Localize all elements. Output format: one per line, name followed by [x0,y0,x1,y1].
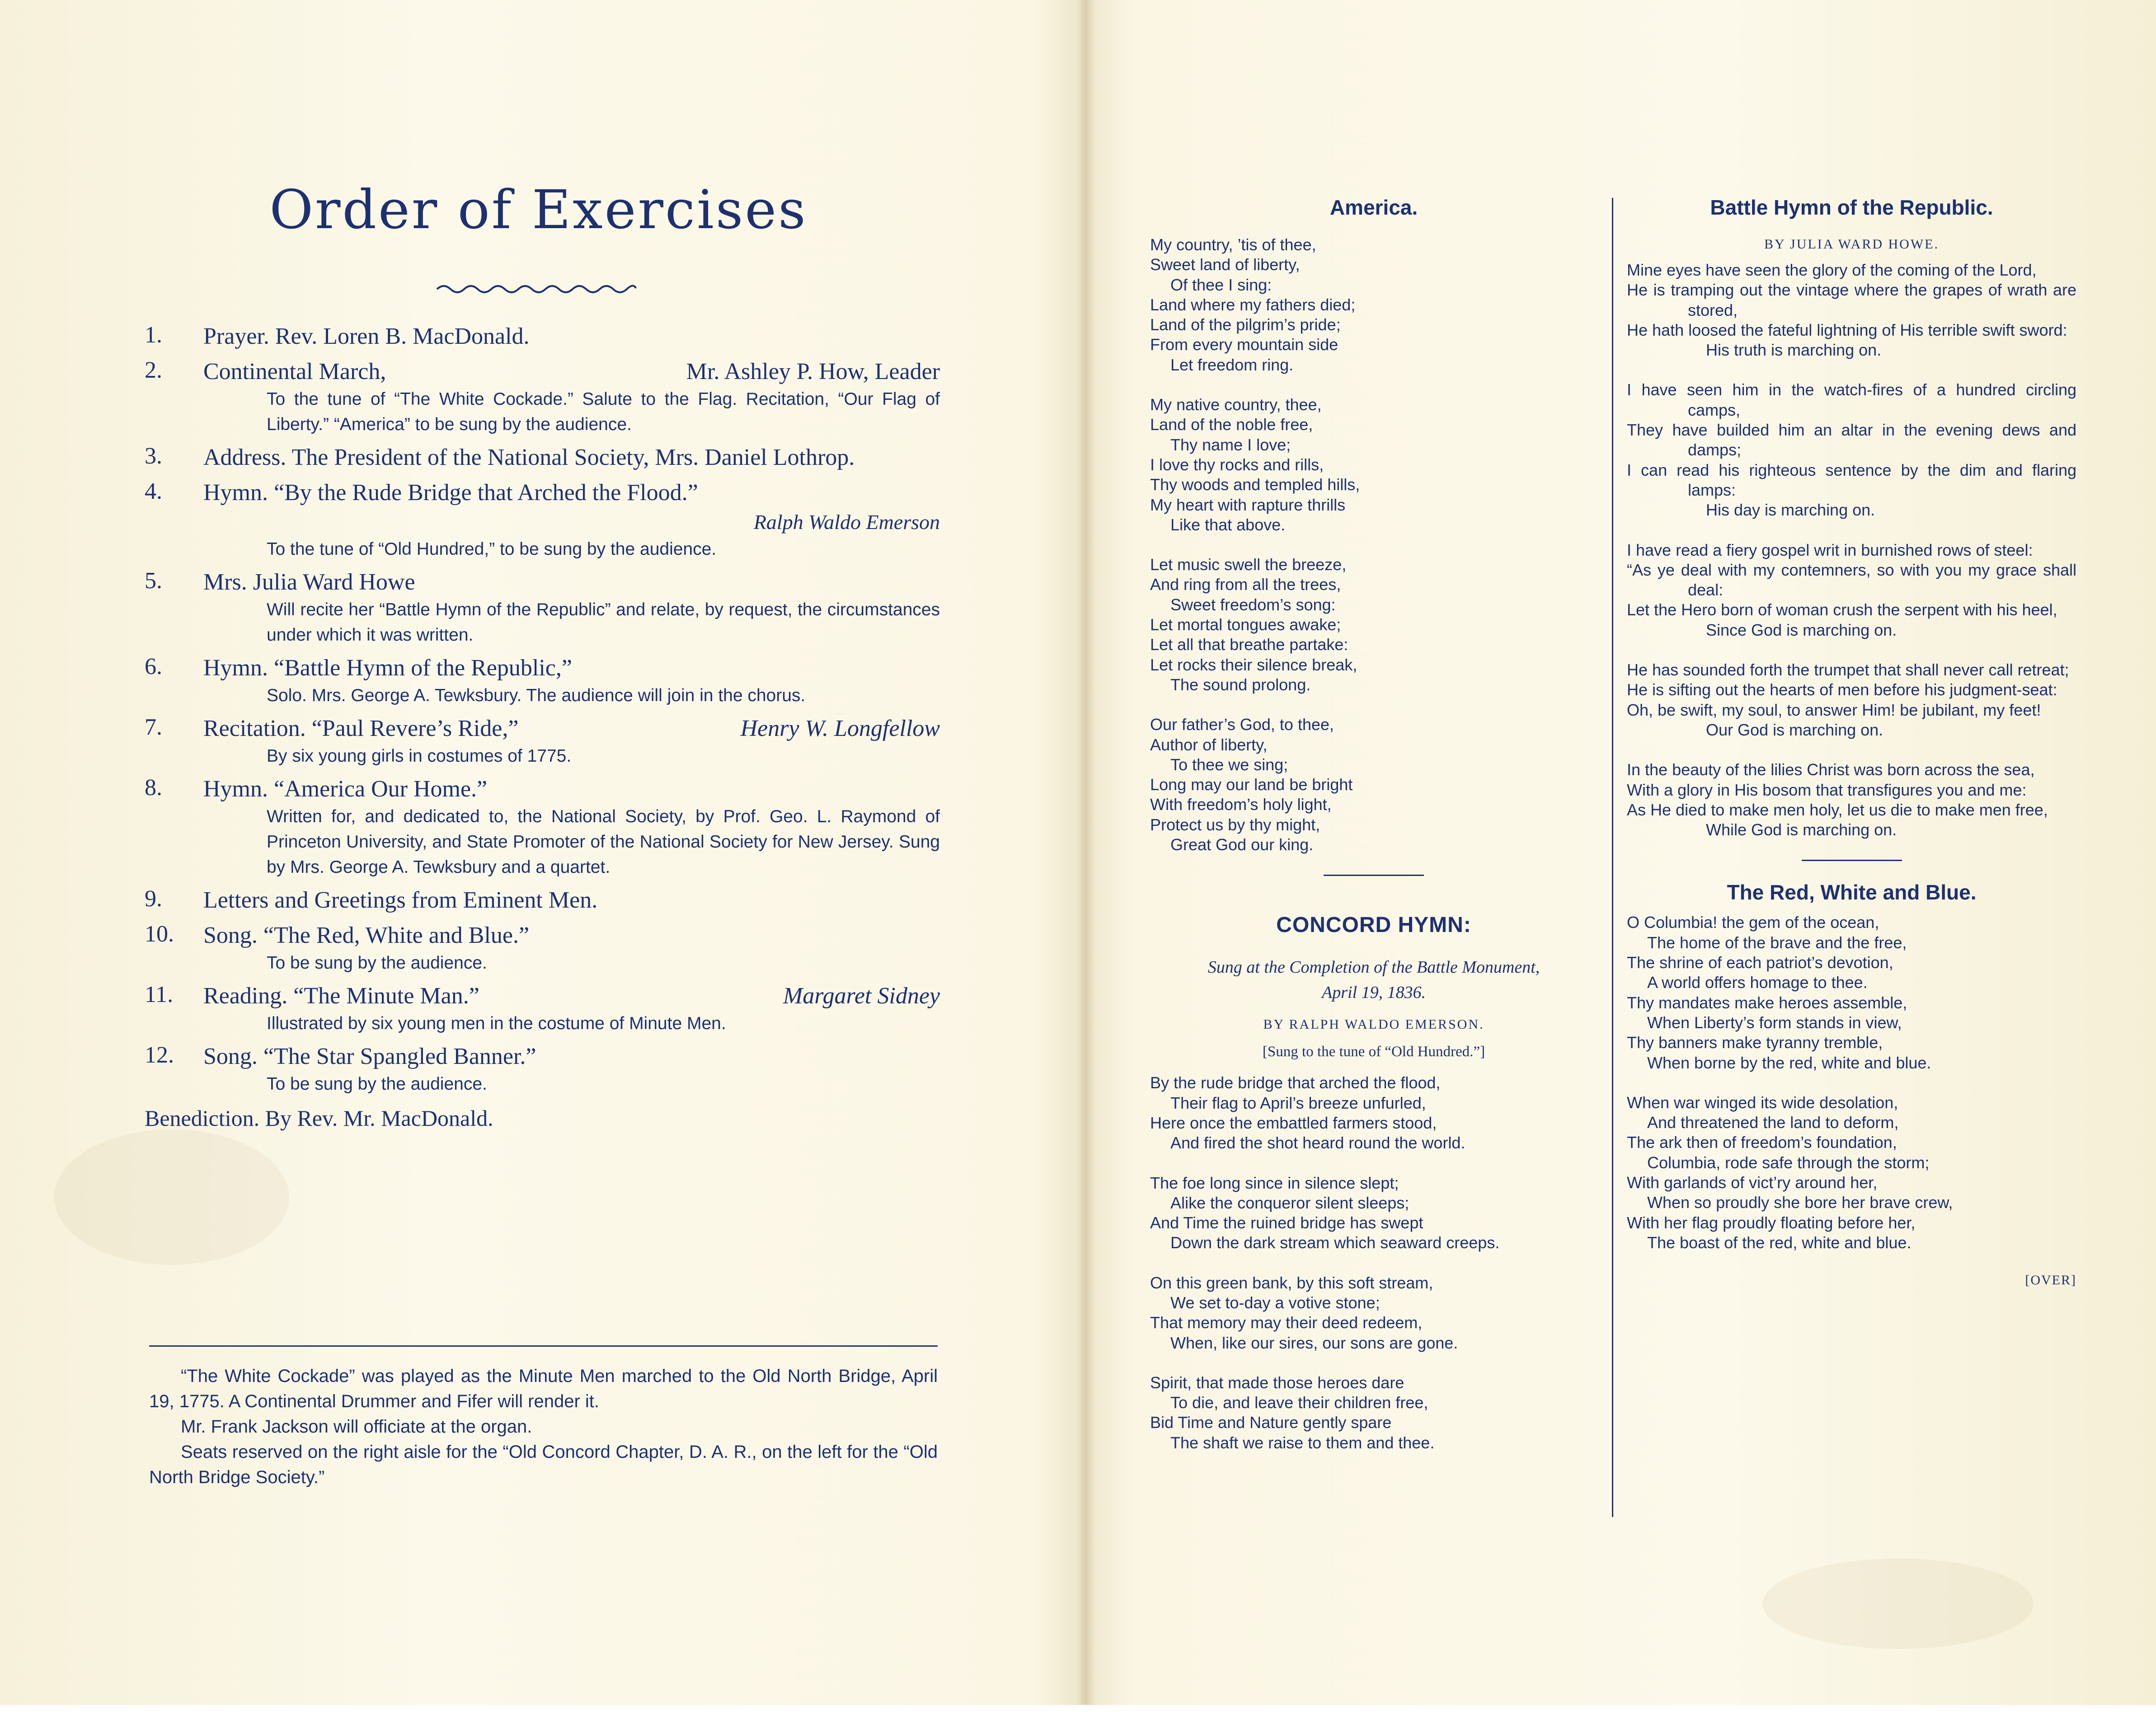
america-title: America. [1329,196,1418,219]
exercise-item [145,921,940,976]
poem-line: Their flag to April’s breeze unfurled, [1170,1093,1426,1112]
exercise-title-text: Continental March, [203,359,386,384]
poem-line: He hath loosed the fateful lightning of His terrible swift sword: [1627,320,2067,339]
poem-line: Down the dark stream which seaward creeps. [1170,1233,1500,1252]
poem-line: Thy name I love; [1170,435,1291,454]
poem-line: Land of the noble free, [1150,415,1313,434]
poem-line: Long may our land be bright [1150,775,1353,794]
note-seats: Seats reserved on the right aisle for the “Old Concord Chapter, D. A. R., on the left for the “Old North Bridge Society.” [149,1442,938,1487]
battle-hymn-poem [1627,260,2076,840]
concord-subtitle-line2: April 19, 1836. [1321,983,1426,1002]
exercise-item [145,478,940,562]
exercise-number: 7. [145,714,162,740]
poem-line: Thy woods and templed hills, [1150,475,1360,494]
exercise-title [203,357,940,387]
note-organ: Mr. Frank Jackson will officiate at the organ. [181,1417,532,1437]
exercise-number: 12. [145,1042,174,1068]
poem-line: Of thee I sing: [1170,275,1272,294]
stanza [1150,555,1597,695]
section-rule [1802,860,1902,861]
poem-line: I have seen him in the watch-fires of a hundred circling camps, [1627,380,2076,419]
poem-line: As He died to make men holy, let us die to make men free, [1627,800,2048,819]
paper-stain [54,1129,289,1265]
exercise-title-text: Hymn. “America Our Home.” [203,776,488,802]
stanza [1150,1073,1597,1153]
poem-line: He is sifting out the hearts of men before his judgment-seat: [1627,680,2057,699]
exercise-title-text: Recitation. “Paul Revere’s Ride,” [203,716,519,741]
poem-line: My heart with rapture thrills [1150,495,1346,514]
exercise-title [203,981,940,1011]
poem-line: Land of the pilgrim’s pride; [1150,315,1341,334]
poem-line: Let all that breathe partake: [1150,635,1348,654]
poem-line: Our God is marching on. [1706,720,1884,739]
poem-line: When Liberty’s form stands in view, [1647,1013,1902,1032]
exercise-note: Solo. Mrs. George A. Tewksbury. The audience will join in the chorus. [267,686,806,705]
poem-line: And Time the ruined bridge has swept [1150,1213,1423,1232]
poem-line: I can read his righteous sentence by the dim and flaring lamps: [1627,460,2076,499]
exercise-title [203,567,940,597]
flourish-ornament [435,279,638,297]
poem-line: He is tramping out the vintage where the grapes of wrath are stored, [1627,281,2076,319]
exercise-leader: Mr. Ashley P. How, Leader [686,359,940,384]
poem-line: In the beauty of the lilies Christ was born across the sea, [1627,760,2035,779]
poem-line: We set to-day a votive stone; [1170,1293,1380,1312]
poem-line: Let music swell the breeze, [1150,555,1347,574]
poem-line: When, like our sires, our sons are gone. [1170,1333,1458,1352]
exercise-note: By six young girls in costumes of 1775. [267,746,572,766]
poem-line: By the rude bridge that arched the flood, [1150,1073,1441,1092]
exercise-number: 5. [145,568,162,594]
exercise-item [145,885,940,915]
poem-line: Bid Time and Nature gently spare [1150,1413,1392,1432]
poem-line: When war winged its wide desolation, [1627,1093,1898,1112]
poem-line: Like that above. [1170,515,1286,534]
stanza [1150,395,1597,535]
poem-line: That memory may their deed redeem, [1150,1313,1423,1332]
notes [149,1363,938,1490]
concord-subtitle [1150,955,1597,1005]
stanza [1627,660,2076,740]
poem-line: Mine eyes have seen the glory of the coming of the Lord, [1627,261,2037,279]
poem-line: To die, and leave their children free, [1170,1393,1428,1412]
exercise-note: To the tune of “Old Hundred,” to be sung by the audience. [267,539,717,559]
exercise-item [145,443,940,473]
note-cockade: “The White Cockade” was played as the Minute Men marched to the Old North Bridge, April 19, 1775. A Continental Drummer and Fifer will render it. [149,1366,938,1411]
column-divider [1612,198,1613,1517]
poem-line: Our father’s God, to thee, [1150,715,1334,734]
poem-line: The shaft we raise to them and thee. [1170,1433,1435,1452]
poem-line: Since God is marching on. [1706,620,1897,639]
exercise-title [203,653,940,683]
poem-line: The shrine of each patriot’s devotion, [1627,953,1893,972]
poem-line: I have read a fiery gospel writ in burnished rows of steel: [1627,540,2033,559]
poem-line: His truth is marching on. [1706,341,1882,360]
exercise-title [203,478,940,508]
poem-line: And threatened the land to deform, [1647,1113,1899,1132]
poem-line: Sweet freedom’s song: [1170,595,1336,614]
over-label: [OVER] [2025,1273,2076,1288]
exercise-number: 11. [145,982,174,1007]
poem-line: The home of the brave and the free, [1647,933,1907,952]
exercise-item [145,567,940,648]
exercise-title [203,921,940,951]
exercise-number: 2. [145,357,162,383]
exercise-list [145,322,940,1134]
poem-line: His day is marching on. [1706,501,1875,520]
poem-line: O Columbia! the gem of the ocean, [1627,913,1879,932]
poem-line: Great God our king. [1170,835,1314,854]
poem-line: I love thy rocks and rills, [1150,455,1324,474]
concord-byline: BY RALPH WALDO EMERSON. [1263,1017,1484,1032]
exercise-title [203,443,940,473]
paper-stain [1762,1559,2034,1649]
poem-line: And ring from all the trees, [1150,575,1341,594]
concord-tune: [Sung to the tune of “Old Hundred.”] [1262,1044,1485,1060]
section-rule [1324,875,1424,876]
stanza [1627,380,2076,520]
poem-line: Thy mandates make heroes assemble, [1627,993,1907,1012]
poem-line: Columbia, rode safe through the storm; [1647,1153,1930,1172]
stanza [1627,760,2076,840]
poem-line: He has sounded forth the trumpet that shall never call retreat; [1627,660,2069,679]
exercise-title [203,885,940,915]
poem-line: From every mountain side [1150,335,1339,354]
poem-line: Alike the conqueror silent sleeps; [1170,1193,1409,1212]
exercise-title-text: Reading. “The Minute Man.” [203,983,479,1009]
stanza [1150,715,1597,855]
stanza [1627,540,2076,640]
exercise-item [145,1042,940,1097]
exercise-item [145,981,940,1036]
concord-subtitle-line1: Sung at the Completion of the Battle Monument, [1207,958,1540,977]
exercise-number: 8. [145,775,162,801]
poem-line: With freedom’s holy light, [1150,795,1332,814]
exercise-item [145,774,940,880]
poem-line: On this green bank, by this soft stream, [1150,1273,1433,1292]
exercise-number: 9. [145,886,162,912]
poem-line: Let the Hero born of woman crush the serpent with his heel, [1627,600,2057,619]
poem-line: “As ye deal with my contemners, so with you my grace shall deal: [1627,560,2076,599]
exercise-number: 1. [145,322,162,348]
page-title: Order of Exercises [269,178,808,241]
poem-line: The boast of the red, white and blue. [1647,1233,1912,1252]
poem-line: With a glory in His bosom that transfigures you and me: [1627,780,2027,799]
poem-line: When borne by the red, white and blue. [1647,1053,1931,1072]
stanza [1627,1093,2076,1253]
poem-line: Let mortal tongues awake; [1150,615,1341,634]
exercise-title-text: Prayer. Rev. Loren B. MacDonald. [203,323,530,349]
poem-line: My native country, thee, [1150,395,1322,414]
exercise-title-text: Hymn. “By the Rude Bridge that Arched the Flood.” [203,480,698,506]
exercise-note: Will recite her “Battle Hymn of the Republic” and relate, by request, the circumstances under which it was written. [267,600,940,645]
exercise-leader: Henry W. Longfellow [740,716,940,741]
column-left [1150,190,1597,1473]
exercise-number: 3. [145,443,162,469]
poem-line: With her flag proudly floating before her, [1627,1213,1916,1232]
poem-line: A world offers homage to thee. [1647,973,1868,992]
stanza [1150,1273,1597,1353]
exercise-item [145,714,940,769]
exercise-attribution: Ralph Waldo Emerson [753,510,940,534]
poem-line: They have builded him an altar in the evening dews and damps; [1627,421,2076,459]
red-white-blue-poem [1627,913,2076,1253]
poem-line: Let rocks their silence break, [1150,655,1357,674]
poem-line: When so proudly she bore her brave crew, [1647,1193,1953,1212]
exercise-title [203,714,940,744]
exercise-title-text: Letters and Greetings from Eminent Men. [203,887,598,913]
exercise-leader: Margaret Sidney [783,983,940,1009]
exercise-note: To the tune of “The White Cockade.” Salute to the Flag. Recitation, “Our Flag of Liberty.” “America” to be sung by the audience. [267,389,940,434]
column-right [1627,190,2076,1288]
exercise-note: Illustrated by six young men in the costume of Minute Men. [267,1014,726,1033]
poem-line: Thy banners make tyranny tremble, [1627,1033,1883,1052]
stanza [1627,260,2076,360]
stanza [1150,235,1597,375]
battle-hymn-title: Battle Hymn of the Republic. [1710,196,1993,219]
divider-rule [149,1345,938,1347]
poem-line: My country, ’tis of thee, [1150,235,1316,254]
stanza [1150,1373,1597,1453]
exercise-number: 6. [145,654,162,679]
poem-line: Let freedom ring. [1170,355,1294,374]
poem-line: The sound prolong. [1170,675,1311,694]
exercise-title-text: Song. “The Red, White and Blue.” [203,923,530,948]
concord-title: CONCORD HYMN: [1276,913,1471,937]
poem-line: To thee we sing; [1170,755,1288,774]
exercise-item [145,653,940,708]
poem-line: And fired the shot heard round the world. [1170,1133,1466,1152]
page-fold [1077,0,1095,1714]
poem-line: The foe long since in silence slept; [1150,1173,1399,1192]
exercise-title-text: Address. The President of the National Society, Mrs. Daniel Lothrop. [203,445,855,470]
exercise-note: Written for, and dedicated to, the National Society, by Prof. Geo. L. Raymond of Princeton University, and State Promoter of the National Society for New Jersey. Sung by Mrs. George A. Tewksbury and a quartet. [267,807,940,877]
poem-line: With garlands of vict’ry around her, [1627,1173,1878,1192]
exercise-note: To be sung by the audience. [267,1074,487,1094]
exercise-item [145,322,940,351]
poem-line: Oh, be swift, my soul, to answer Him! be jubilant, my feet! [1627,700,2041,719]
exercise-number: 10. [145,921,174,947]
exercise-title-text: Hymn. “Battle Hymn of the Republic,” [203,655,572,681]
exercise-title [203,774,940,804]
exercise-item [145,357,940,437]
red-white-blue-title: The Red, White and Blue. [1727,880,1977,904]
poem-line: Spirit, that made those heroes dare [1150,1373,1404,1392]
poem-line: Author of liberty, [1150,735,1268,754]
poem-line: Sweet land of liberty, [1150,255,1300,274]
poem-line: Here once the embattled farmers stood, [1150,1113,1437,1132]
exercise-title-text: Mrs. Julia Ward Howe [203,569,415,595]
poem-line: Protect us by thy might, [1150,815,1320,834]
exercise-title [203,1042,940,1072]
concord-poem [1150,1073,1597,1453]
exercise-number: 4. [145,478,162,504]
poem-line: Land where my fathers died; [1150,295,1356,314]
exercise-note: To be sung by the audience. [267,953,487,973]
america-poem [1150,235,1597,855]
battle-hymn-byline: BY JULIA WARD HOWE. [1764,237,1939,252]
poem-line: While God is marching on. [1706,820,1897,839]
poem-line: The ark then of freedom’s foundation, [1627,1133,1897,1152]
exercise-title-text: Song. “The Star Spangled Banner.” [203,1044,536,1069]
stanza [1150,1173,1597,1253]
stanza [1627,913,2076,1072]
benediction: Benediction. By Rev. Mr. MacDonald. [145,1105,493,1131]
exercise-title [203,322,940,351]
